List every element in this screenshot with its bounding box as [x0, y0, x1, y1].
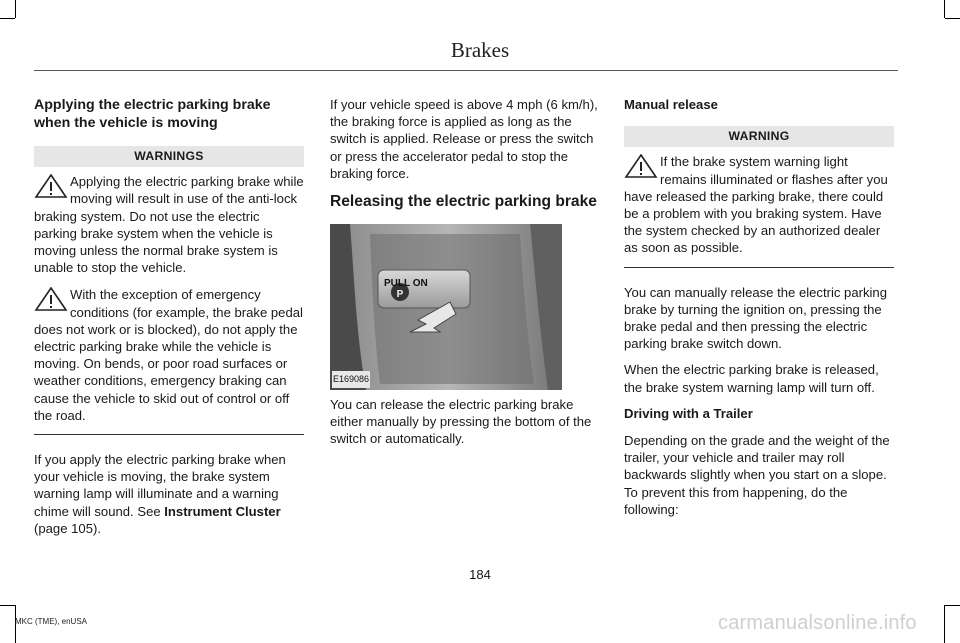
- section-heading: Applying the electric parking brake when the vehicle is moving: [34, 97, 271, 131]
- warning-text: Applying the electric parking brake while moving will result in use of the anti-lock braking system. Do not use the electric parking brake system when the vehicle is moving unless the normal brake system is unable to stop the vehicle.: [34, 174, 304, 276]
- paragraph-text: If you apply the electric parking brake when your vehicle is moving, the brake system warning lamp will illuminate and a warning chime will sound. See: [34, 452, 286, 519]
- footer-doc-code: MKC (TME), enUSA: [15, 617, 88, 626]
- cross-reference-link[interactable]: Instrument Cluster: [164, 503, 281, 519]
- warning-triangle-icon: [34, 287, 68, 311]
- body-paragraph: You can manually release the electric parking brake by turning the ignition on, pressing the brake pedal and then pressing the electric parking brake switch down.: [624, 284, 887, 352]
- body-paragraph: When the electric parking brake is released, the brake system warning lamp will turn off.: [624, 362, 879, 395]
- column-3: [624, 96, 894, 527]
- page-title: Brakes: [450, 38, 510, 62]
- body-paragraph: [34, 451, 304, 537]
- warning-text: With the exception of emergency conditions (for example, the brake pedal does not work or is blocked), do not apply the electric parking brake while the vehicle is moving. On bends, or poor road surfaces or weather conditions, emergency braking can cause the vehicle to skid out of control or off the road.: [34, 287, 303, 423]
- header-divider: [34, 70, 898, 71]
- warning-item: [624, 153, 894, 256]
- warning-triangle-icon: [34, 174, 68, 198]
- switch-label: PULL ON: [384, 278, 428, 290]
- body-paragraph: If your vehicle speed is above 4 mph (6 km/h), the braking force is applied as long as the switch is applied. Release or press the switch or press the accelerator pedal to stop the braking force.: [330, 97, 598, 181]
- column-1: [34, 96, 304, 546]
- section-heading: Releasing the electric parking brake: [330, 193, 597, 211]
- body-paragraph: Depending on the grade and the weight of the trailer, your vehicle and trailer may roll backwards slightly when you start on a slope. To prevent this from happening, do the following:: [624, 433, 890, 517]
- crop-mark: [945, 605, 960, 606]
- warning-end-rule: [624, 267, 894, 268]
- paragraph-text: (page 105).: [34, 520, 101, 536]
- warning-banner: WARNING: [624, 126, 894, 147]
- crop-mark: [944, 0, 945, 18]
- park-symbol-icon: P: [396, 289, 404, 301]
- warning-item: [34, 286, 304, 424]
- crop-mark: [944, 605, 945, 643]
- figure-code: E169086: [332, 371, 370, 388]
- warning-triangle-icon: [624, 154, 658, 178]
- crop-mark: [945, 18, 960, 19]
- subheading-trailer: Driving with a Trailer: [624, 405, 753, 421]
- warning-end-rule: [34, 434, 304, 435]
- warning-item: [34, 173, 304, 276]
- parking-brake-switch-figure: [330, 224, 562, 390]
- column-2: [330, 96, 600, 457]
- crop-mark: [0, 18, 15, 19]
- body-paragraph: You can release the electric parking brake either manually by pressing the bottom of the switch or automatically.: [330, 397, 592, 447]
- page-number: 184: [469, 567, 491, 582]
- switch-illustration: [330, 224, 562, 390]
- crop-mark: [0, 605, 15, 606]
- watermark: carmanualsonline.info: [718, 612, 917, 634]
- crop-mark: [15, 0, 16, 18]
- subheading-manual-release: Manual release: [624, 97, 718, 112]
- warnings-banner: WARNINGS: [34, 146, 304, 167]
- warning-text: If the brake system warning light remains illuminated or flashes after you have released the parking brake, there could be a problem with you braking system. Have the system checked by an authorized dealer as soon as possible.: [624, 154, 888, 256]
